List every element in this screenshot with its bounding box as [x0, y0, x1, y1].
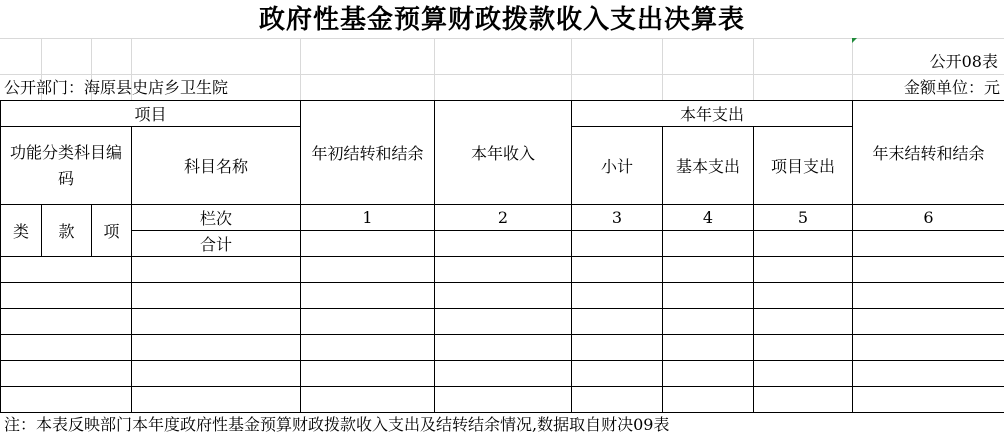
column-number-row	[1, 205, 1004, 231]
total-cell[interactable]	[754, 231, 853, 257]
table-cell[interactable]	[663, 283, 754, 309]
total-cell[interactable]	[572, 231, 663, 257]
table-cell[interactable]	[853, 257, 1004, 283]
currency-unit-label: 金额单位：元	[903, 78, 1000, 97]
total-cell[interactable]	[301, 231, 435, 257]
header-lei: 类	[1, 205, 42, 257]
header-income: 本年收入	[435, 101, 572, 205]
table-row	[1, 361, 1004, 387]
column-number: 6	[853, 205, 1004, 231]
total-cell[interactable]	[663, 231, 754, 257]
gridline	[300, 38, 301, 100]
table-cell[interactable]	[132, 387, 301, 413]
table-cell[interactable]	[663, 361, 754, 387]
table-cell[interactable]	[754, 309, 853, 335]
table-cell[interactable]	[301, 257, 435, 283]
department-label: 公开部门：海原县史店乡卫生院	[4, 78, 229, 97]
table-cell[interactable]	[435, 283, 572, 309]
code-cell[interactable]	[1, 283, 132, 309]
table-cell[interactable]	[663, 257, 754, 283]
table-cell[interactable]	[301, 309, 435, 335]
gridline	[753, 38, 754, 100]
footnote: 注：本表反映部门本年度政府性基金预算财政拨款收入支出及结转结余情况,数据取自财决09表	[4, 415, 670, 434]
table-cell[interactable]	[132, 283, 301, 309]
code-cell[interactable]	[1, 257, 132, 283]
table-cell[interactable]	[435, 309, 572, 335]
table-cell[interactable]	[132, 361, 301, 387]
cell-comment-marker	[852, 38, 857, 43]
table-cell[interactable]	[663, 387, 754, 413]
gridline	[571, 38, 572, 100]
table-cell[interactable]	[301, 335, 435, 361]
table-row	[1, 387, 1004, 413]
table-cell[interactable]	[754, 361, 853, 387]
table-cell[interactable]	[853, 309, 1004, 335]
table-cell[interactable]	[435, 257, 572, 283]
header-basic-expense: 基本支出	[663, 127, 754, 205]
table-cell[interactable]	[754, 335, 853, 361]
table-cell[interactable]	[572, 283, 663, 309]
header-subtotal: 小计	[572, 127, 663, 205]
report-title: 政府性基金预算财政拨款收入支出决算表	[258, 5, 745, 35]
table-cell[interactable]	[132, 309, 301, 335]
table-cell[interactable]	[435, 335, 572, 361]
table-cell[interactable]	[853, 335, 1004, 361]
table-row	[1, 309, 1004, 335]
budget-table	[0, 100, 1004, 413]
table-cell[interactable]	[663, 309, 754, 335]
column-number: 1	[301, 205, 435, 231]
gridline	[662, 38, 663, 100]
column-number: 3	[572, 205, 663, 231]
header-subject-name: 科目名称	[132, 127, 301, 205]
table-cell[interactable]	[301, 387, 435, 413]
header-expense: 本年支出	[572, 101, 853, 127]
header-item: 项目	[1, 101, 301, 127]
table-row	[1, 335, 1004, 361]
table-cell[interactable]	[853, 361, 1004, 387]
header-kuan: 款	[42, 205, 92, 257]
table-cell[interactable]	[754, 257, 853, 283]
gridline	[0, 74, 1004, 75]
table-row	[1, 283, 1004, 309]
gridline	[434, 38, 435, 100]
table-cell[interactable]	[572, 309, 663, 335]
total-label: 合计	[132, 231, 301, 257]
table-cell[interactable]	[572, 361, 663, 387]
code-cell[interactable]	[1, 361, 132, 387]
header-end-balance: 年末结转和结余	[853, 101, 1004, 205]
gridline	[852, 38, 853, 100]
table-cell[interactable]	[754, 387, 853, 413]
lanci-label: 栏次	[132, 205, 301, 231]
code-cell[interactable]	[1, 309, 132, 335]
code-cell[interactable]	[1, 387, 132, 413]
column-number: 2	[435, 205, 572, 231]
table-cell[interactable]	[132, 257, 301, 283]
header-function-code: 功能分类科目编码	[1, 127, 132, 205]
total-row	[1, 231, 1004, 257]
table-cell[interactable]	[301, 361, 435, 387]
total-cell[interactable]	[853, 231, 1004, 257]
header-xiang: 项	[92, 205, 132, 257]
header-project-expense: 项目支出	[754, 127, 853, 205]
table-cell[interactable]	[132, 335, 301, 361]
code-cell[interactable]	[1, 335, 132, 361]
table-cell[interactable]	[572, 387, 663, 413]
table-cell[interactable]	[754, 283, 853, 309]
column-number: 5	[754, 205, 853, 231]
table-cell[interactable]	[853, 387, 1004, 413]
table-cell[interactable]	[663, 335, 754, 361]
form-number: 公开08表	[929, 52, 998, 71]
total-cell[interactable]	[435, 231, 572, 257]
table-cell[interactable]	[435, 361, 572, 387]
column-number: 4	[663, 205, 754, 231]
table-cell[interactable]	[301, 283, 435, 309]
header-begin-balance: 年初结转和结余	[301, 101, 435, 205]
table-cell[interactable]	[572, 257, 663, 283]
table-cell[interactable]	[572, 335, 663, 361]
table-row	[1, 257, 1004, 283]
header-row-1	[1, 101, 1004, 127]
table-cell[interactable]	[853, 283, 1004, 309]
table-cell[interactable]	[435, 387, 572, 413]
